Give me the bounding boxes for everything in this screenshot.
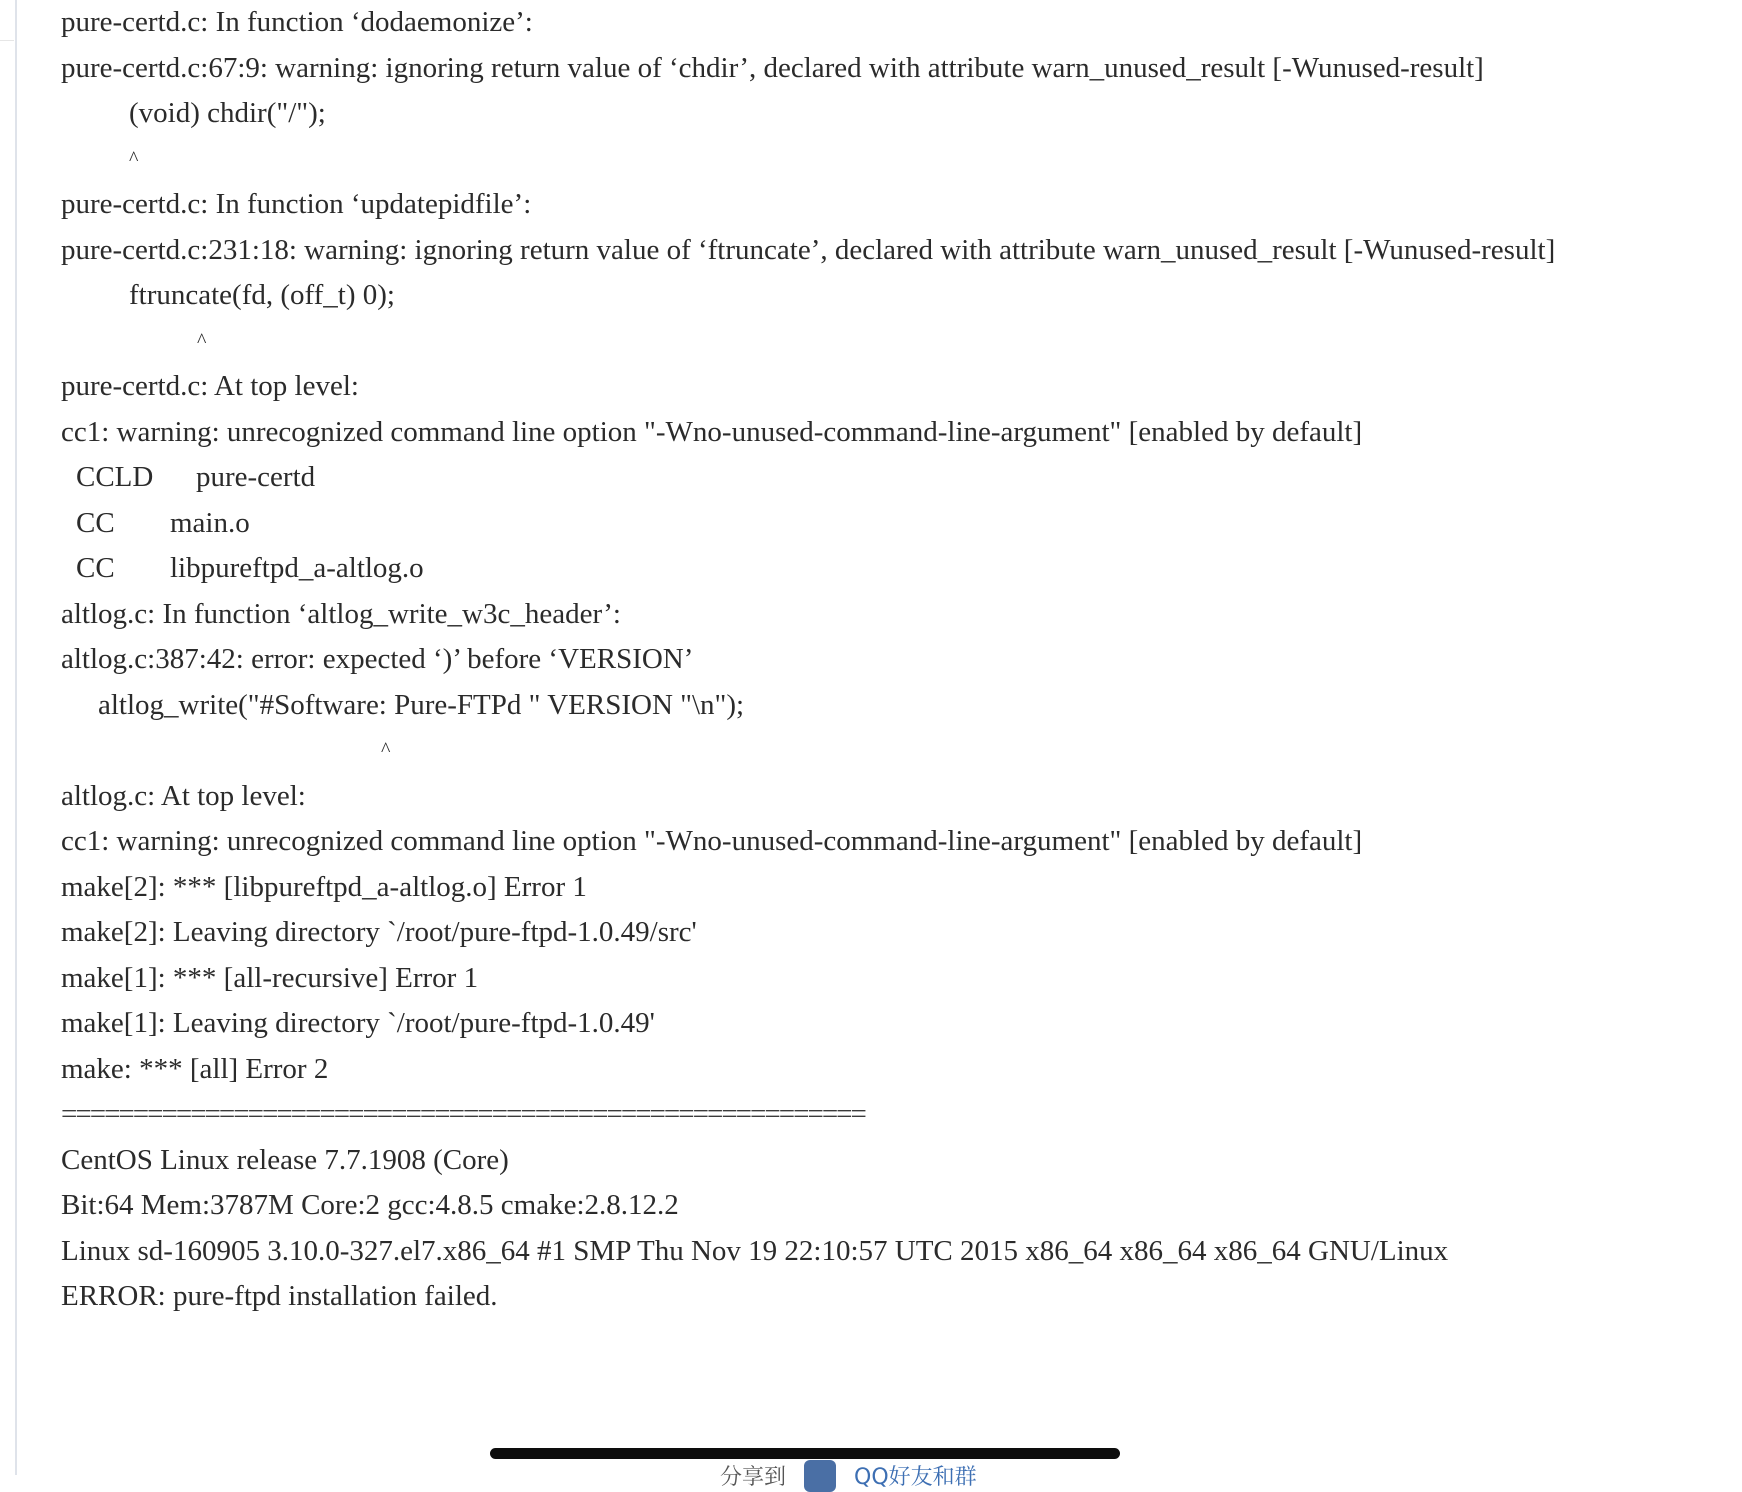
log-line: cc1: warning: unrecognized command line option "-Wno-unused-command-line-argument" [enabled by default] [61, 825, 1363, 857]
left-tick-mark [0, 40, 14, 41]
left-margin-rule [15, 0, 17, 1475]
build-tag: CC [76, 506, 115, 539]
build-step [61, 546, 1721, 592]
log-line: make[1]: *** [all-recursive] Error 1 [61, 961, 479, 994]
terminal-log [61, 0, 1721, 1320]
log-line: make[2]: Leaving directory `/root/pure-ftpd-1.0.49/src' [61, 916, 697, 948]
log-line: altlog.c: At top level: [61, 779, 306, 812]
build-tag: CC [76, 552, 115, 584]
share-bar[interactable] [720, 1465, 977, 1490]
build-step [61, 455, 1721, 501]
log-line: pure-certd.c: In function ‘dodaemonize’: [61, 6, 533, 38]
log-code-line: altlog_write("#Software: Pure-FTPd " VERSION "\n"); [98, 688, 745, 721]
log-line: altlog.c:387:42: error: expected ‘)’ before ‘VERSION’ [61, 643, 694, 675]
build-file: pure-certd [196, 461, 316, 493]
caret-marker: ^ [381, 739, 391, 761]
log-line: cc1: warning: unrecognized command line option "-Wno-unused-command-line-argument" [enabled by default] [61, 415, 1363, 448]
log-code-line: ftruncate(fd, (off_t) 0); [129, 279, 395, 311]
log-line: pure-certd.c: In function ‘updatepidfile’: [61, 188, 532, 220]
qq-icon [804, 1460, 836, 1492]
log-line: make[1]: Leaving directory `/root/pure-ftpd-1.0.49' [61, 1007, 655, 1039]
caret-marker: ^ [197, 329, 207, 352]
build-tag: CCLD [76, 461, 154, 493]
build-step [61, 501, 1721, 547]
divider-line: ======================================================== [61, 1098, 865, 1130]
log-code-line: (void) chdir("/"); [129, 97, 326, 129]
build-file: main.o [170, 506, 250, 539]
share-link[interactable]: QQ好友和群 [854, 1465, 977, 1490]
log-line: pure-certd.c: At top level: [61, 370, 359, 402]
log-line: CentOS Linux release 7.7.1908 (Core) [61, 1143, 509, 1176]
error-line: ERROR: pure-ftpd installation failed. [61, 1280, 498, 1312]
log-line: pure-certd.c:67:9: warning: ignoring return value of ‘chdir’, declared with attribute warn_unused_result [-Wunused-result] [61, 51, 1484, 84]
log-line: pure-certd.c:231:18: warning: ignoring return value of ‘ftruncate’, declared with attribute warn_unused_result [-Wunused-result] [61, 233, 1556, 266]
log-line: Bit:64 Mem:3787M Core:2 gcc:4.8.5 cmake:2.8.12.2 [61, 1189, 679, 1221]
share-label: 分享到 [720, 1465, 787, 1490]
build-file: libpureftpd_a-altlog.o [170, 552, 424, 584]
log-line: altlog.c: In function ‘altlog_write_w3c_header’: [61, 597, 621, 630]
caret-marker: ^ [129, 147, 139, 170]
log-line: make[2]: *** [libpureftpd_a-altlog.o] Error 1 [61, 870, 587, 903]
log-line: make: *** [all] Error 2 [61, 1052, 329, 1085]
home-indicator[interactable] [490, 1448, 1120, 1459]
log-line: Linux sd-160905 3.10.0-327.el7.x86_64 #1 SMP Thu Nov 19 22:10:57 UTC 2015 x86_64 x86_64 x86_64 GNU/Linux [61, 1234, 1449, 1267]
